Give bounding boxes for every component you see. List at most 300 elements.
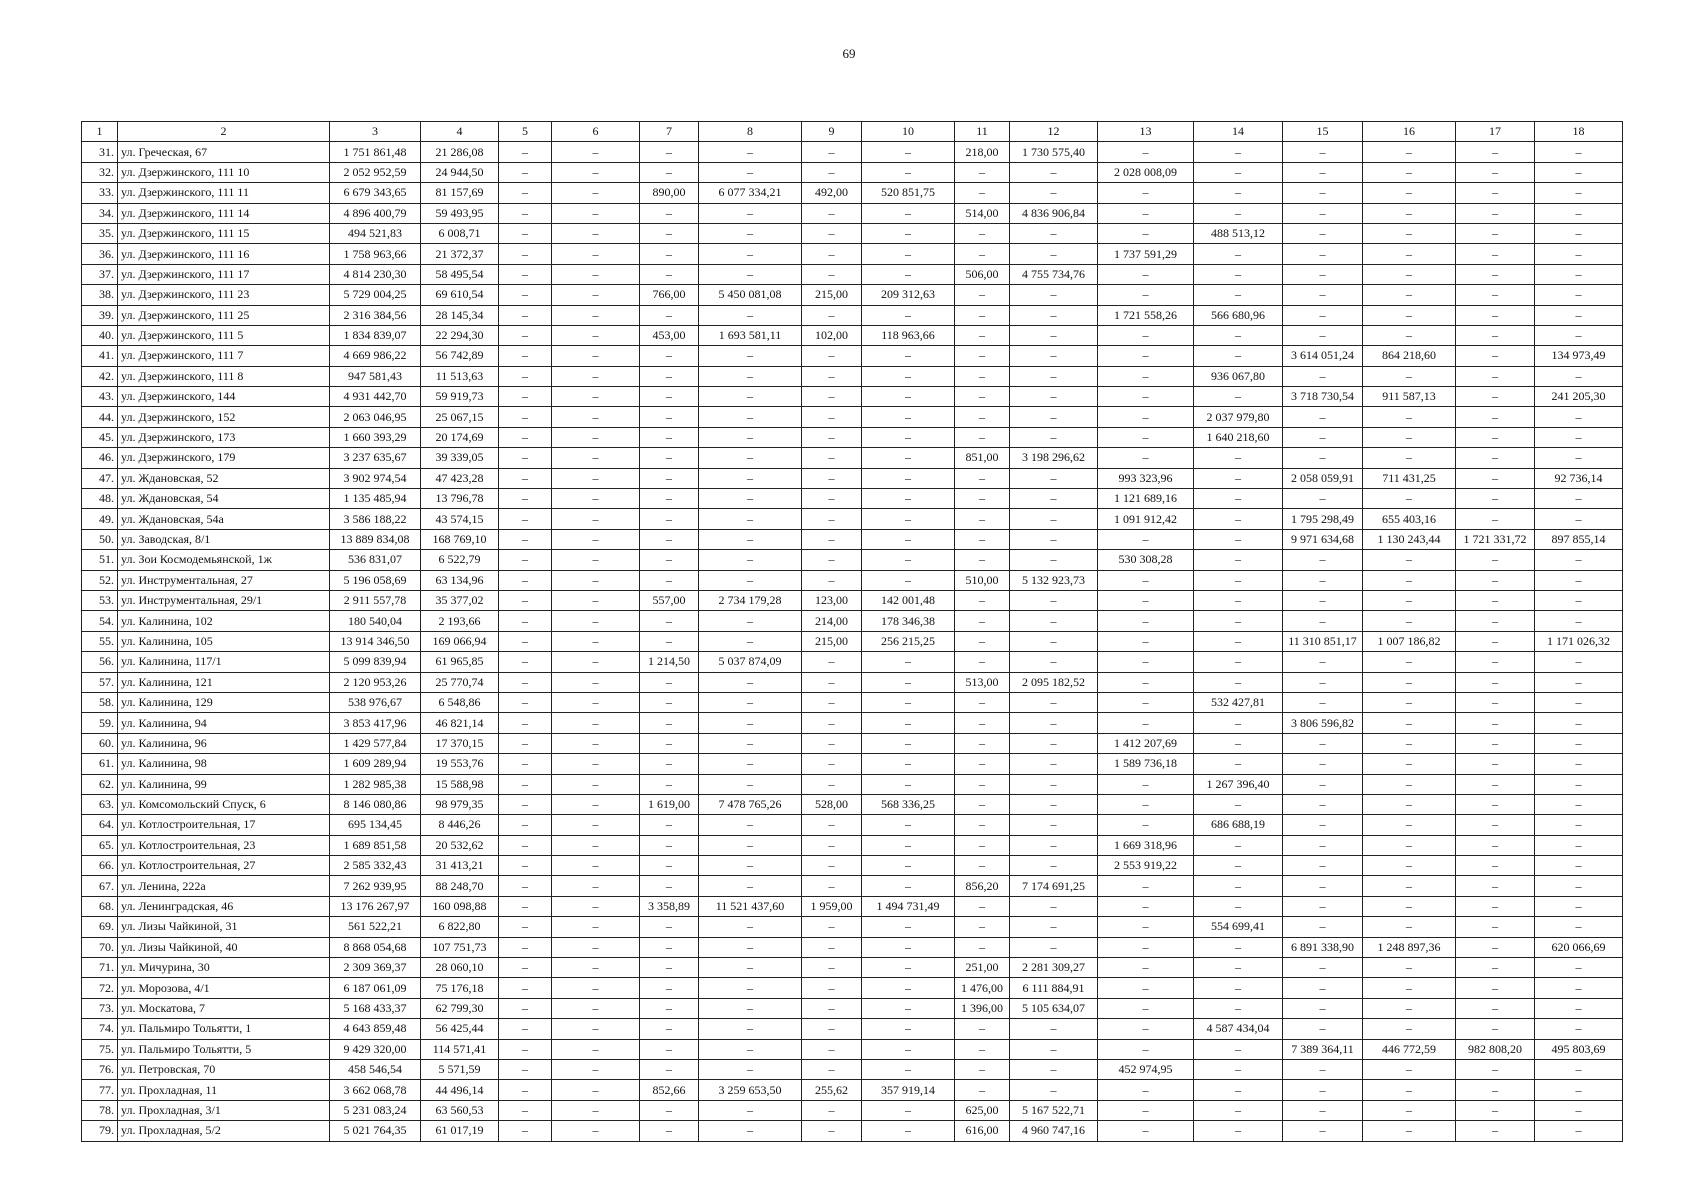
value-cell: 88 248,70 — [421, 876, 499, 896]
value-cell: 452 974,95 — [1098, 1059, 1194, 1079]
address-cell: ул. Котлостроительная, 23 — [118, 835, 330, 855]
value-cell: 4 643 859,48 — [330, 1019, 421, 1039]
value-cell: – — [1363, 1121, 1456, 1141]
value-cell: – — [1535, 713, 1623, 733]
value-cell: 1 130 243,44 — [1363, 529, 1456, 549]
value-cell: – — [699, 835, 802, 855]
table-row — [82, 733, 1623, 753]
value-cell: – — [955, 387, 1010, 407]
value-cell: – — [499, 305, 552, 325]
value-cell: – — [955, 223, 1010, 243]
value-cell: – — [1283, 754, 1363, 774]
value-cell: 46 821,14 — [421, 713, 499, 733]
value-cell: – — [1098, 203, 1194, 223]
value-cell: 180 540,04 — [330, 611, 421, 631]
value-cell: – — [499, 815, 552, 835]
value-cell: – — [1456, 489, 1535, 509]
table-row — [82, 529, 1623, 549]
value-cell: 1 121 689,16 — [1098, 489, 1194, 509]
value-cell: – — [699, 1121, 802, 1141]
value-cell: – — [1098, 590, 1194, 610]
value-cell: – — [552, 1039, 640, 1059]
value-cell: – — [1456, 937, 1535, 957]
value-cell: – — [1535, 652, 1623, 672]
value-cell: 3 853 417,96 — [330, 713, 421, 733]
value-cell: – — [640, 1019, 699, 1039]
address-cell: ул. Калинина, 105 — [118, 631, 330, 651]
value-cell: – — [1194, 550, 1283, 570]
value-cell: – — [699, 774, 802, 794]
address-cell: ул. Ленина, 222а — [118, 876, 330, 896]
value-cell: – — [1194, 468, 1283, 488]
value-cell: – — [862, 570, 955, 590]
value-cell: – — [1363, 1019, 1456, 1039]
value-cell: 1 282 985,38 — [330, 774, 421, 794]
row-number: 52. — [82, 570, 118, 590]
value-cell: – — [552, 244, 640, 264]
value-cell: – — [1363, 856, 1456, 876]
value-cell: 7 262 939,95 — [330, 876, 421, 896]
value-cell: – — [1010, 754, 1098, 774]
value-cell: – — [552, 1059, 640, 1079]
value-cell: – — [802, 427, 862, 447]
value-cell: – — [862, 774, 955, 794]
value-cell: – — [802, 937, 862, 957]
value-cell: 530 308,28 — [1098, 550, 1194, 570]
value-cell: 17 370,15 — [421, 733, 499, 753]
value-cell: – — [1456, 692, 1535, 712]
value-cell: – — [802, 244, 862, 264]
address-cell: ул. Дзержинского, 173 — [118, 427, 330, 447]
table-row — [82, 713, 1623, 733]
value-cell: – — [640, 1039, 699, 1059]
value-cell: – — [1194, 998, 1283, 1018]
value-cell: 1 007 186,82 — [1363, 631, 1456, 651]
value-cell: – — [699, 550, 802, 570]
value-cell: – — [499, 448, 552, 468]
value-cell: – — [499, 733, 552, 753]
value-cell: – — [955, 509, 1010, 529]
table-row — [82, 856, 1623, 876]
value-cell: – — [862, 489, 955, 509]
value-cell: – — [862, 407, 955, 427]
row-number: 47. — [82, 468, 118, 488]
value-cell: 20 532,62 — [421, 835, 499, 855]
table-row — [82, 611, 1623, 631]
value-cell: – — [802, 448, 862, 468]
value-cell: – — [1535, 876, 1623, 896]
row-number: 68. — [82, 896, 118, 916]
value-cell: 6 822,80 — [421, 917, 499, 937]
value-cell: – — [802, 223, 862, 243]
value-cell: – — [640, 876, 699, 896]
value-cell: 25 067,15 — [421, 407, 499, 427]
value-cell: – — [802, 1039, 862, 1059]
value-cell: – — [1098, 998, 1194, 1018]
value-cell: 4 931 442,70 — [330, 387, 421, 407]
table-row — [82, 407, 1623, 427]
value-cell: 256 215,25 — [862, 631, 955, 651]
value-cell: – — [1456, 468, 1535, 488]
column-header-11: 11 — [955, 122, 1010, 142]
value-cell: 982 808,20 — [1456, 1039, 1535, 1059]
value-cell: – — [1363, 652, 1456, 672]
value-cell: – — [1283, 203, 1363, 223]
value-cell: – — [1363, 692, 1456, 712]
value-cell: 215,00 — [802, 631, 862, 651]
value-cell: – — [1283, 489, 1363, 509]
value-cell: – — [699, 1100, 802, 1120]
value-cell: 114 571,41 — [421, 1039, 499, 1059]
value-cell: – — [1098, 448, 1194, 468]
value-cell: – — [1456, 631, 1535, 651]
value-cell: – — [499, 835, 552, 855]
value-cell: – — [1283, 672, 1363, 692]
value-cell: 62 799,30 — [421, 998, 499, 1018]
row-number: 53. — [82, 590, 118, 610]
value-cell: – — [699, 856, 802, 876]
value-cell: 856,20 — [955, 876, 1010, 896]
value-cell: – — [1363, 1080, 1456, 1100]
value-cell: – — [1283, 896, 1363, 916]
value-cell: 3 586 188,22 — [330, 509, 421, 529]
value-cell: – — [1535, 672, 1623, 692]
value-cell: 2 911 557,78 — [330, 590, 421, 610]
value-cell: – — [1283, 978, 1363, 998]
value-cell: – — [640, 1121, 699, 1141]
value-cell: 1 619,00 — [640, 794, 699, 814]
value-cell: – — [1456, 346, 1535, 366]
value-cell: 6 522,79 — [421, 550, 499, 570]
value-cell: – — [552, 856, 640, 876]
value-cell: – — [1010, 325, 1098, 345]
value-cell: 1 248 897,36 — [1363, 937, 1456, 957]
value-cell: – — [1098, 896, 1194, 916]
header-row — [82, 122, 1623, 142]
value-cell: – — [802, 346, 862, 366]
value-cell: – — [640, 713, 699, 733]
value-cell: – — [1456, 672, 1535, 692]
value-cell: – — [499, 468, 552, 488]
value-cell: – — [640, 631, 699, 651]
value-cell: – — [1010, 815, 1098, 835]
value-cell: 4 587 434,04 — [1194, 1019, 1283, 1039]
value-cell: 13 176 267,97 — [330, 896, 421, 916]
value-cell: – — [499, 631, 552, 651]
value-cell: – — [862, 162, 955, 182]
value-cell: – — [862, 1121, 955, 1141]
value-cell: – — [699, 448, 802, 468]
value-cell: 3 806 596,82 — [1283, 713, 1363, 733]
table-row — [82, 142, 1623, 162]
value-cell: 56 425,44 — [421, 1019, 499, 1039]
value-cell: – — [640, 998, 699, 1018]
row-number: 55. — [82, 631, 118, 651]
value-cell: – — [1535, 325, 1623, 345]
value-cell: – — [499, 998, 552, 1018]
value-cell: – — [1098, 1080, 1194, 1100]
row-number: 60. — [82, 733, 118, 753]
row-number: 37. — [82, 264, 118, 284]
value-cell: 2 052 952,59 — [330, 162, 421, 182]
row-number: 65. — [82, 835, 118, 855]
value-cell: – — [1098, 937, 1194, 957]
address-cell: ул. Инструментальная, 29/1 — [118, 590, 330, 610]
row-number: 44. — [82, 407, 118, 427]
value-cell: – — [1456, 611, 1535, 631]
value-cell: – — [499, 285, 552, 305]
value-cell: 214,00 — [802, 611, 862, 631]
row-number: 76. — [82, 1059, 118, 1079]
value-cell: 1 267 396,40 — [1194, 774, 1283, 794]
value-cell: – — [499, 978, 552, 998]
value-cell: – — [1535, 692, 1623, 712]
value-cell: 4 960 747,16 — [1010, 1121, 1098, 1141]
value-cell: – — [640, 509, 699, 529]
value-cell: – — [1363, 1059, 1456, 1079]
value-cell: – — [1283, 998, 1363, 1018]
value-cell: – — [1010, 692, 1098, 712]
value-cell: – — [1010, 162, 1098, 182]
value-cell: – — [640, 244, 699, 264]
value-cell: – — [802, 815, 862, 835]
value-cell: – — [552, 529, 640, 549]
address-cell: ул. Греческая, 67 — [118, 142, 330, 162]
value-cell: – — [1456, 366, 1535, 386]
value-cell: – — [955, 1039, 1010, 1059]
value-cell: – — [640, 550, 699, 570]
value-cell: – — [1456, 733, 1535, 753]
value-cell: 11 310 851,17 — [1283, 631, 1363, 651]
value-cell: – — [862, 1100, 955, 1120]
value-cell: 28 060,10 — [421, 958, 499, 978]
column-header-3: 3 — [330, 122, 421, 142]
value-cell: – — [1010, 1059, 1098, 1079]
value-cell: – — [552, 366, 640, 386]
value-cell: – — [862, 244, 955, 264]
value-cell: – — [802, 958, 862, 978]
table-row — [82, 1121, 1623, 1141]
value-cell: – — [640, 489, 699, 509]
table-row — [82, 366, 1623, 386]
value-cell: – — [640, 611, 699, 631]
value-cell: – — [802, 692, 862, 712]
value-cell: – — [1363, 958, 1456, 978]
value-cell: 3 614 051,24 — [1283, 346, 1363, 366]
value-cell: 2 734 179,28 — [699, 590, 802, 610]
table-row — [82, 1100, 1623, 1120]
value-cell: – — [1363, 998, 1456, 1018]
value-cell: – — [699, 713, 802, 733]
value-cell: – — [955, 529, 1010, 549]
value-cell: – — [1010, 590, 1098, 610]
value-cell: – — [640, 733, 699, 753]
data-table — [81, 121, 1623, 1142]
value-cell: – — [1535, 815, 1623, 835]
column-header-13: 13 — [1098, 122, 1194, 142]
value-cell: – — [552, 611, 640, 631]
value-cell: – — [1010, 387, 1098, 407]
value-cell: 43 574,15 — [421, 509, 499, 529]
value-cell: – — [1194, 754, 1283, 774]
column-header-1: 1 — [82, 122, 118, 142]
value-cell: 625,00 — [955, 1100, 1010, 1120]
value-cell: – — [1363, 183, 1456, 203]
value-cell: – — [1098, 917, 1194, 937]
value-cell: – — [955, 896, 1010, 916]
value-cell: – — [1010, 427, 1098, 447]
value-cell: – — [1194, 570, 1283, 590]
value-cell: – — [640, 142, 699, 162]
value-cell: – — [1194, 244, 1283, 264]
value-cell: – — [1456, 998, 1535, 1018]
row-number: 63. — [82, 794, 118, 814]
value-cell: – — [1010, 611, 1098, 631]
value-cell: – — [1535, 407, 1623, 427]
value-cell: – — [1283, 958, 1363, 978]
value-cell: – — [1283, 815, 1363, 835]
value-cell: – — [1363, 917, 1456, 937]
value-cell: – — [499, 509, 552, 529]
address-cell: ул. Котлостроительная, 17 — [118, 815, 330, 835]
address-cell: ул. Дзержинского, 111 8 — [118, 366, 330, 386]
value-cell: – — [862, 346, 955, 366]
row-number: 35. — [82, 223, 118, 243]
table-row — [82, 346, 1623, 366]
table-row — [82, 692, 1623, 712]
value-cell: 1 660 393,29 — [330, 427, 421, 447]
value-cell: – — [1363, 611, 1456, 631]
column-header-18: 18 — [1535, 122, 1623, 142]
value-cell: – — [1535, 142, 1623, 162]
value-cell: – — [1535, 774, 1623, 794]
row-number: 67. — [82, 876, 118, 896]
value-cell: – — [955, 346, 1010, 366]
address-cell: ул. Котлостроительная, 27 — [118, 856, 330, 876]
value-cell: 4 814 230,30 — [330, 264, 421, 284]
value-cell: 13 889 834,08 — [330, 529, 421, 549]
page-number: 69 — [842, 46, 856, 61]
value-cell: – — [1535, 162, 1623, 182]
value-cell: – — [1535, 1121, 1623, 1141]
value-cell: 11 521 437,60 — [699, 896, 802, 916]
value-cell: – — [802, 774, 862, 794]
value-cell: – — [1194, 325, 1283, 345]
address-cell: ул. Дзержинского, 111 15 — [118, 223, 330, 243]
row-number: 64. — [82, 815, 118, 835]
value-cell: 5 105 634,07 — [1010, 998, 1098, 1018]
value-cell: – — [1010, 305, 1098, 325]
value-cell: – — [1283, 611, 1363, 631]
value-cell: – — [552, 448, 640, 468]
row-number: 71. — [82, 958, 118, 978]
value-cell: – — [1535, 427, 1623, 447]
value-cell: – — [1535, 958, 1623, 978]
value-cell: – — [1283, 1019, 1363, 1039]
value-cell: 13 914 346,50 — [330, 631, 421, 651]
value-cell: 56 742,89 — [421, 346, 499, 366]
value-cell: – — [640, 529, 699, 549]
value-cell: – — [1363, 305, 1456, 325]
table-row — [82, 550, 1623, 570]
value-cell: – — [640, 203, 699, 223]
value-cell: – — [1283, 162, 1363, 182]
value-cell: – — [552, 937, 640, 957]
value-cell: – — [699, 672, 802, 692]
value-cell: – — [1010, 183, 1098, 203]
value-cell: – — [1010, 489, 1098, 509]
value-cell: – — [1010, 407, 1098, 427]
value-cell: – — [1283, 366, 1363, 386]
value-cell: – — [552, 672, 640, 692]
table-row — [82, 590, 1623, 610]
value-cell: 11 513,63 — [421, 366, 499, 386]
value-cell: – — [552, 692, 640, 712]
value-cell: – — [552, 162, 640, 182]
value-cell: – — [499, 1100, 552, 1120]
value-cell: – — [1194, 1059, 1283, 1079]
value-cell: – — [862, 876, 955, 896]
value-cell: – — [499, 856, 552, 876]
value-cell: – — [552, 733, 640, 753]
value-cell: 1 640 218,60 — [1194, 427, 1283, 447]
value-cell: – — [862, 468, 955, 488]
value-cell: 2 309 369,37 — [330, 958, 421, 978]
value-cell: – — [1194, 162, 1283, 182]
value-cell: – — [1535, 917, 1623, 937]
value-cell: – — [1363, 754, 1456, 774]
table-row — [82, 978, 1623, 998]
value-cell: – — [552, 183, 640, 203]
value-cell: 2 095 182,52 — [1010, 672, 1098, 692]
value-cell: 2 585 332,43 — [330, 856, 421, 876]
value-cell: – — [862, 509, 955, 529]
value-cell: – — [1010, 1080, 1098, 1100]
value-cell: – — [499, 529, 552, 549]
value-cell: – — [699, 366, 802, 386]
value-cell: – — [640, 978, 699, 998]
value-cell: – — [862, 366, 955, 386]
value-cell: 1 476,00 — [955, 978, 1010, 998]
value-cell: – — [1456, 305, 1535, 325]
value-cell: 458 546,54 — [330, 1059, 421, 1079]
value-cell: – — [640, 264, 699, 284]
value-cell: – — [1456, 427, 1535, 447]
value-cell: – — [1535, 366, 1623, 386]
value-cell: – — [1363, 876, 1456, 896]
value-cell: – — [640, 958, 699, 978]
value-cell: – — [552, 815, 640, 835]
address-cell: ул. Ждановская, 54а — [118, 509, 330, 529]
value-cell: – — [499, 407, 552, 427]
value-cell: – — [552, 876, 640, 896]
value-cell: – — [1363, 835, 1456, 855]
value-cell: – — [955, 162, 1010, 182]
value-cell: – — [1098, 1019, 1194, 1039]
value-cell: – — [1194, 346, 1283, 366]
value-cell: – — [1363, 774, 1456, 794]
value-cell: – — [955, 285, 1010, 305]
value-cell: – — [699, 427, 802, 447]
value-cell: – — [699, 244, 802, 264]
value-cell: – — [1010, 550, 1098, 570]
value-cell: – — [1456, 917, 1535, 937]
value-cell: 557,00 — [640, 590, 699, 610]
value-cell: – — [802, 1019, 862, 1039]
row-number: 33. — [82, 183, 118, 203]
column-header-8: 8 — [699, 122, 802, 142]
row-number: 42. — [82, 366, 118, 386]
